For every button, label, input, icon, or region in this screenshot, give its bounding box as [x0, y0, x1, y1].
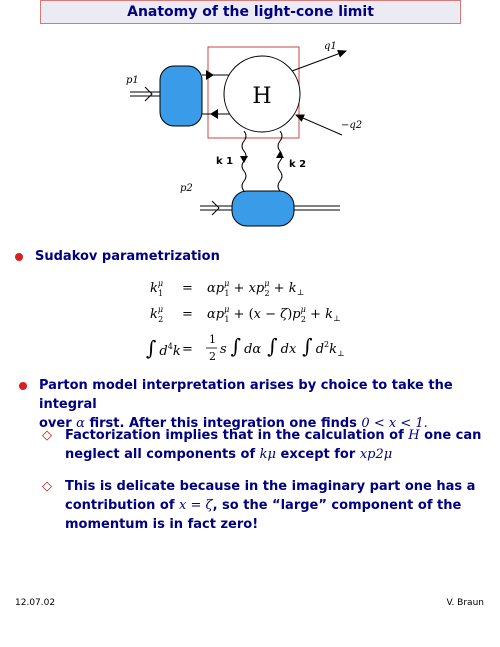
diamond-bullet-1: ◇: [42, 428, 52, 443]
hard-label: H: [252, 84, 272, 109]
parton-line-1: Parton model interpretation arises by choice to take the integral: [39, 378, 453, 412]
x-equals-zeta: x = ζ: [179, 498, 213, 513]
q1-label: q1: [324, 41, 337, 52]
parton-line-2: over α first. After this integration one finds 0 < x < 1.: [39, 416, 428, 431]
imaginary-line-3: momentum is in fact zero!: [65, 517, 259, 532]
diamond-bullet-2: ◇: [42, 479, 52, 494]
factorization-line-2: neglect all components of kμ except for xp2μ: [65, 447, 393, 462]
imaginary-line-1: This is delicate because in the imaginary part one has a: [65, 479, 476, 494]
bullet-parton-model: [39, 376, 489, 433]
eq3-half-num: 1: [209, 333, 216, 346]
slide-title: Anatomy of the light-cone limit: [127, 4, 374, 20]
k2-label: k 2: [289, 159, 307, 170]
eq2-equals: =: [182, 307, 193, 322]
bullet-sudakov: Sudakov parametrization: [35, 249, 220, 264]
eq1-lhs: $k^\mu$ 1: [150, 279, 164, 298]
x-range: 0 < x < 1.: [361, 416, 428, 431]
subbullet-factorization: [65, 426, 485, 464]
k1-label: k 1: [216, 156, 234, 167]
p1-label: p1: [126, 75, 139, 86]
eq3-half-den: 2: [209, 350, 216, 363]
q2-label: −q2: [341, 120, 363, 131]
eq1-equals: =: [182, 281, 193, 296]
imaginary-line-2: contribution of x = ζ, so the “large” component of the: [65, 498, 462, 513]
eq2-rhs: $\alpha p^\mu$ $1 + (x - \zeta)p^\mu$ $2 + k_\perp$: [207, 305, 341, 324]
subbullet-imaginary-part: [65, 477, 485, 534]
bullet-dot-2: [19, 382, 27, 390]
p2-label: p2: [180, 183, 193, 194]
eq3-rhs: s ∫ dα ∫ dx ∫ $d^2k_\perp$: [220, 334, 345, 358]
eq1-rhs: $\alpha p^\mu$ $1 + xp^\mu$ $2 + k_\perp$: [207, 279, 305, 298]
eq3-lhs: ∫ $d^4k$: [146, 336, 181, 360]
H-symbol: H: [408, 428, 420, 443]
factorization-line-1: Factorization implies that in the calculation of H one can: [65, 428, 482, 443]
footer-date: 12.07.02: [15, 598, 56, 608]
eq3-equals: =: [182, 342, 193, 357]
xp2-symbol: xp2μ: [359, 447, 393, 462]
alpha-symbol: α: [76, 416, 85, 431]
eq2-lhs: $k^\mu$ 2: [150, 305, 164, 324]
k-mu-symbol: kμ: [259, 447, 276, 462]
footer-author: V. Braun: [446, 598, 484, 608]
